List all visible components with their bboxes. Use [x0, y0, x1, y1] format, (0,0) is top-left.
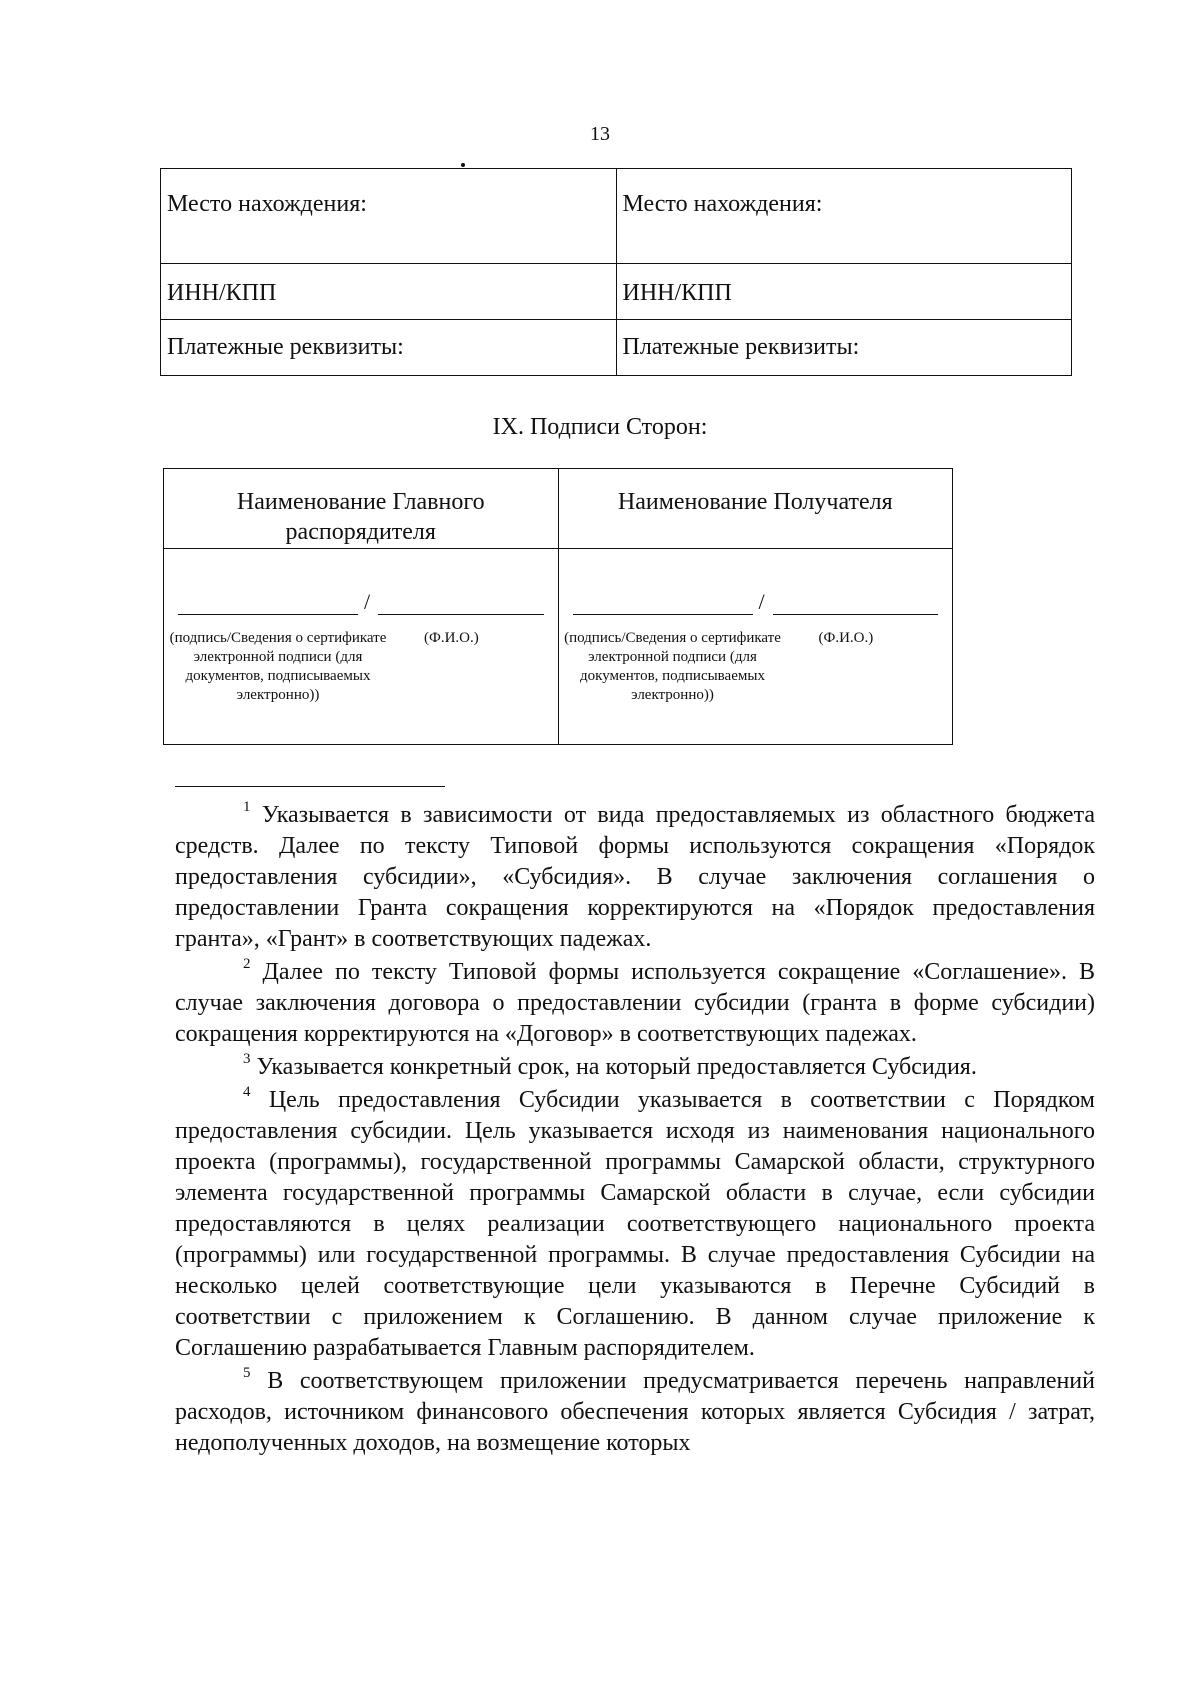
- footnote-text: Цель предоставления Субсидии указывается в соответствии с Порядком предоставления субсидии. Цель указывается исходя из наименования национального проекта (программы), государственной программы Самарской области, структурного элемента государственной программы Самарской области в случае, если субсидии предоставляются в целях реализации соответствующего национального проекта (программы) или государственной программы. В случае предоставления Субсидии на несколько целей соответствующие цели указываются в Перечне Субсидий в соответствии с приложением к Соглашению. В данном случае приложение к Соглашению разрабатывается Главным распорядителем.: [175, 1087, 1095, 1361]
- inn-kpp-label-left: ИНН/КПП: [161, 264, 617, 320]
- fio-caption: (Ф.И.О.): [424, 630, 479, 646]
- table-row: [164, 469, 953, 549]
- scan-mark: [461, 163, 465, 167]
- signature-caption: (подпись/Сведения о сертификате электронной подписи (для документов, подписываемых электронно)): [564, 630, 781, 703]
- signature-caption: (подпись/Сведения о сертификате электронной подписи (для документов, подписываемых электронно)): [169, 630, 387, 703]
- payment-details-label-left: Платежные реквизиты:: [161, 320, 617, 376]
- table-row: [161, 264, 1072, 320]
- signatures-table: [163, 468, 953, 745]
- table-row: [161, 169, 1072, 264]
- name-blank: [378, 614, 544, 615]
- table-row: [164, 549, 953, 745]
- footnote-separator: [175, 786, 445, 787]
- fio-caption: (Ф.И.О.): [818, 630, 874, 646]
- footnote-text: Указывается конкретный срок, на который предоставляется Субсидия.: [256, 1054, 977, 1080]
- footnote: [175, 800, 1095, 955]
- payment-details-label-right: Платежные реквизиты:: [616, 320, 1072, 376]
- party-details-table: [160, 168, 1072, 376]
- footnote-text: Далее по тексту Типовой формы используется сокращение «Соглашение». В случае заключения договора о предоставлении субсидии (гранта в форме субсидии) сокращения корректируются на «Договор» в соответствующих падежах.: [175, 959, 1096, 1047]
- footnote-number: 4: [243, 1084, 251, 1100]
- signature-blank: [573, 614, 753, 615]
- footnote: [175, 1085, 1095, 1364]
- location-label-left: Место нахождения:: [161, 169, 617, 264]
- footnote-number: 3: [243, 1051, 251, 1067]
- signature-line: [573, 589, 939, 615]
- main-administrator-header: Наименование Главного распорядителя: [164, 469, 559, 549]
- page-number: 13: [590, 123, 610, 145]
- footnote-number: 1: [243, 799, 251, 815]
- table-row: [161, 320, 1072, 376]
- footnote-number: 2: [243, 956, 251, 972]
- footnote: [175, 1366, 1095, 1459]
- footnote-number: 5: [243, 1365, 251, 1381]
- footnote-text: В соответствующем приложении предусматривается перечень направлений расходов, источником финансового обеспечения которых является Субсидия / затрат, недополученных доходов, на возмещение которых: [175, 1368, 1095, 1456]
- signature-slash: /: [758, 589, 765, 614]
- footnote: [175, 1052, 1095, 1083]
- signature-blank: [178, 614, 358, 615]
- main-administrator-signature-cell: [164, 549, 559, 745]
- footnote-text: Указывается в зависимости от вида предоставляемых из областного бюджета средств. Далее по тексту Типовой формы используются сокращения «Порядок предоставления субсидии», «Субсидия». В случае заключения соглашения о предоставлении Гранта сокращения корректируются на «Порядок предоставления гранта», «Грант» в соответствующих падежах.: [175, 802, 1095, 952]
- recipient-signature-cell: [558, 549, 953, 745]
- location-label-right: Место нахождения:: [616, 169, 1072, 264]
- name-blank: [773, 614, 939, 615]
- signature-slash: /: [364, 589, 371, 614]
- signatures-heading: IX. Подписи Сторон:: [492, 414, 708, 440]
- footnote: [175, 957, 1095, 1050]
- signature-line: [178, 589, 544, 615]
- inn-kpp-label-right: ИНН/КПП: [616, 264, 1072, 320]
- footnotes: [175, 800, 1095, 1461]
- recipient-header: Наименование Получателя: [558, 469, 953, 549]
